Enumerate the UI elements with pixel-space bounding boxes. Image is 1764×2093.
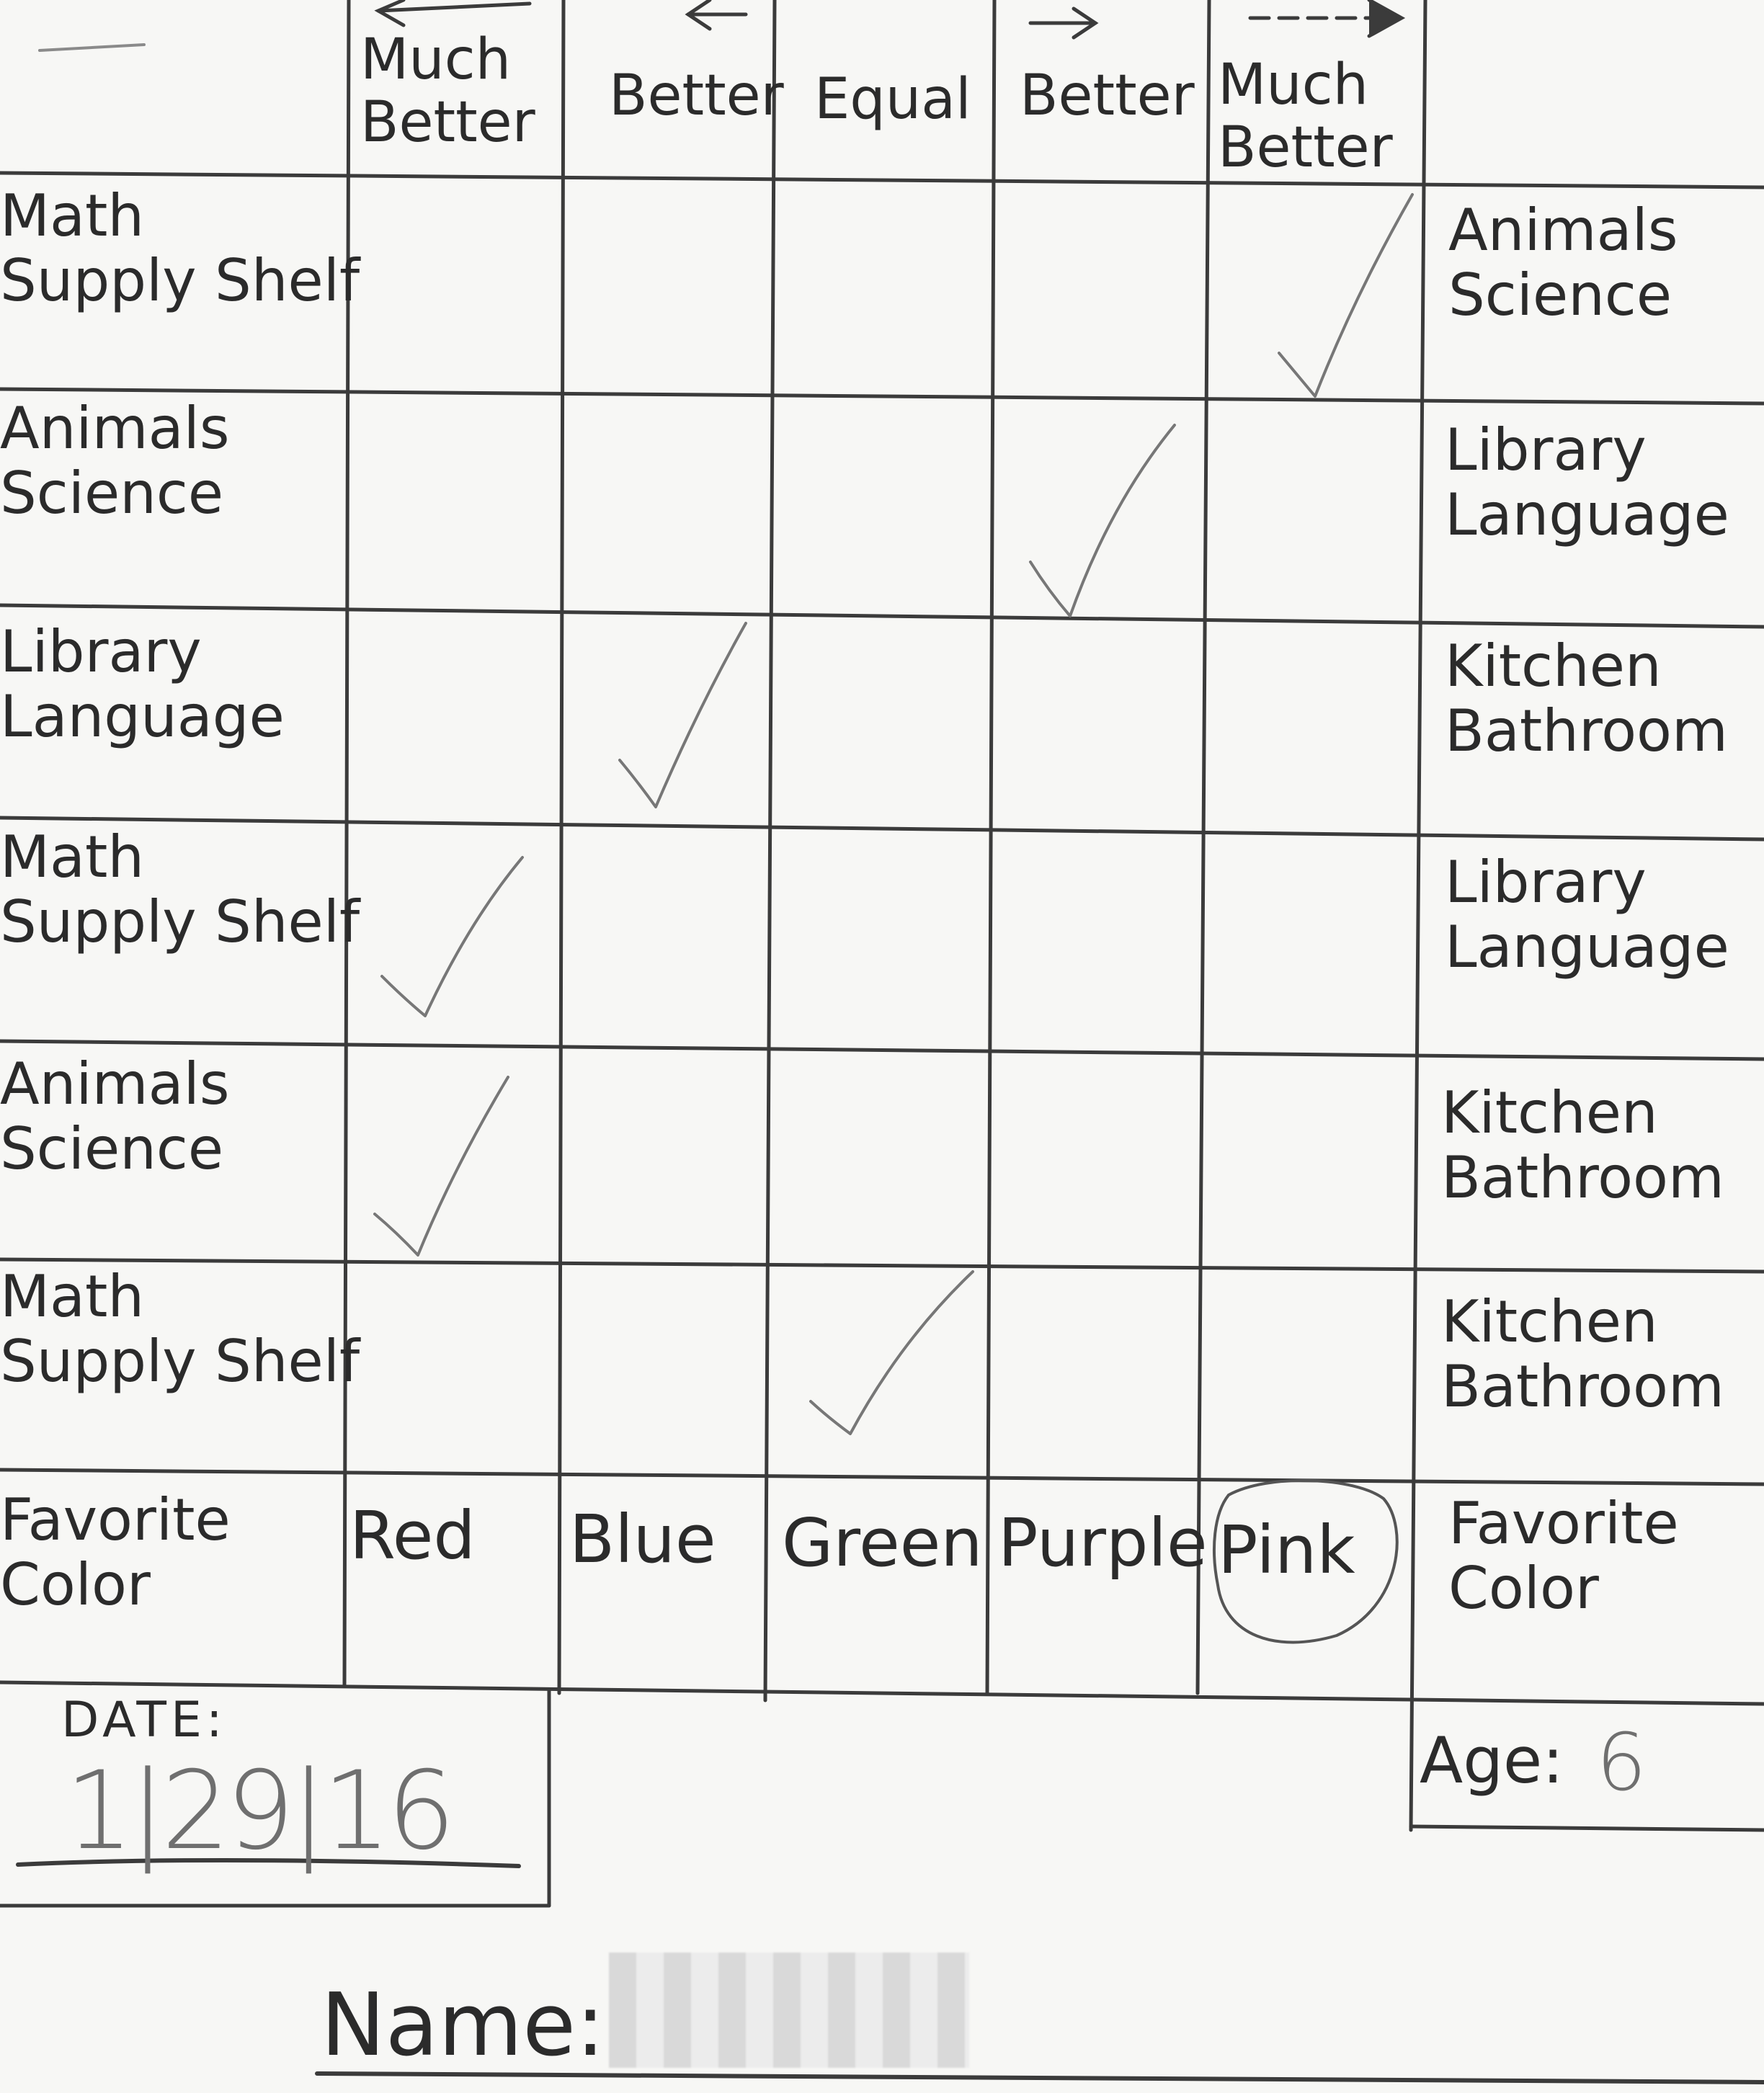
row-3-left-label: Library Language (0, 618, 285, 750)
row-5-right-label: Kitchen Bathroom (1441, 1079, 1724, 1211)
color-option-blue[interactable]: Blue (569, 1501, 716, 1578)
checkmark (1030, 425, 1175, 616)
grid-line (987, 0, 994, 1693)
color-option-green[interactable]: Green (782, 1504, 983, 1581)
age-label: Age: (1420, 1723, 1564, 1798)
grid-line (765, 0, 775, 1700)
col-header-much-better-left: Much Better (360, 27, 535, 156)
date-value[interactable]: 1|29|16 (65, 1749, 452, 1874)
arrow-head (378, 0, 404, 25)
row-1-left-label: Math Supply Shelf (0, 182, 360, 314)
checkmark (375, 1077, 508, 1255)
checkmark (382, 857, 522, 1016)
checkmark (1279, 195, 1412, 396)
color-option-purple[interactable]: Purple (998, 1504, 1208, 1581)
age-box-line (1411, 1826, 1764, 1830)
arrow-left-long (378, 4, 530, 11)
favorite-color-left-label: Favorite Color (0, 1486, 231, 1618)
grid-line (1411, 0, 1425, 1830)
pencil-mark (40, 45, 144, 50)
color-option-pink[interactable]: Pink (1218, 1512, 1355, 1589)
row-1-right-label: Animals Science (1448, 197, 1678, 329)
name-label: Name: (321, 1976, 605, 2076)
age-value[interactable]: 6 (1596, 1716, 1647, 1808)
row-3-right-label: Kitchen Bathroom (1445, 633, 1728, 764)
row-5-left-label: Animals Science (0, 1050, 230, 1182)
favorite-color-right-label: Favorite Color (1448, 1490, 1679, 1622)
grid-line (0, 389, 1764, 403)
arrow-head (1369, 0, 1402, 36)
row-6-right-label: Kitchen Bathroom (1441, 1288, 1724, 1420)
checkmark (811, 1272, 973, 1434)
grid-line (559, 0, 564, 1693)
col-header-equal: Equal (814, 67, 971, 132)
col-header-better-right: Better (1020, 63, 1195, 128)
grid-line (0, 1470, 1764, 1484)
grid-line (1198, 0, 1209, 1693)
row-2-right-label: Library Language (1445, 416, 1729, 548)
col-header-much-better-right: Much Better (1218, 53, 1393, 181)
row-6-left-label: Math Supply Shelf (0, 1263, 360, 1395)
grid-line (0, 1041, 1764, 1059)
row-2-left-label: Animals Science (0, 395, 230, 527)
row-4-right-label: Library Language (1445, 849, 1729, 981)
date-label: DATE: (61, 1692, 227, 1749)
color-option-red[interactable]: Red (349, 1497, 476, 1574)
checkmark (620, 623, 746, 807)
col-header-better-left: Better (609, 63, 784, 128)
grid-line (0, 1682, 1764, 1704)
row-4-left-label: Math Supply Shelf (0, 824, 360, 955)
name-redacted (609, 1953, 969, 2068)
